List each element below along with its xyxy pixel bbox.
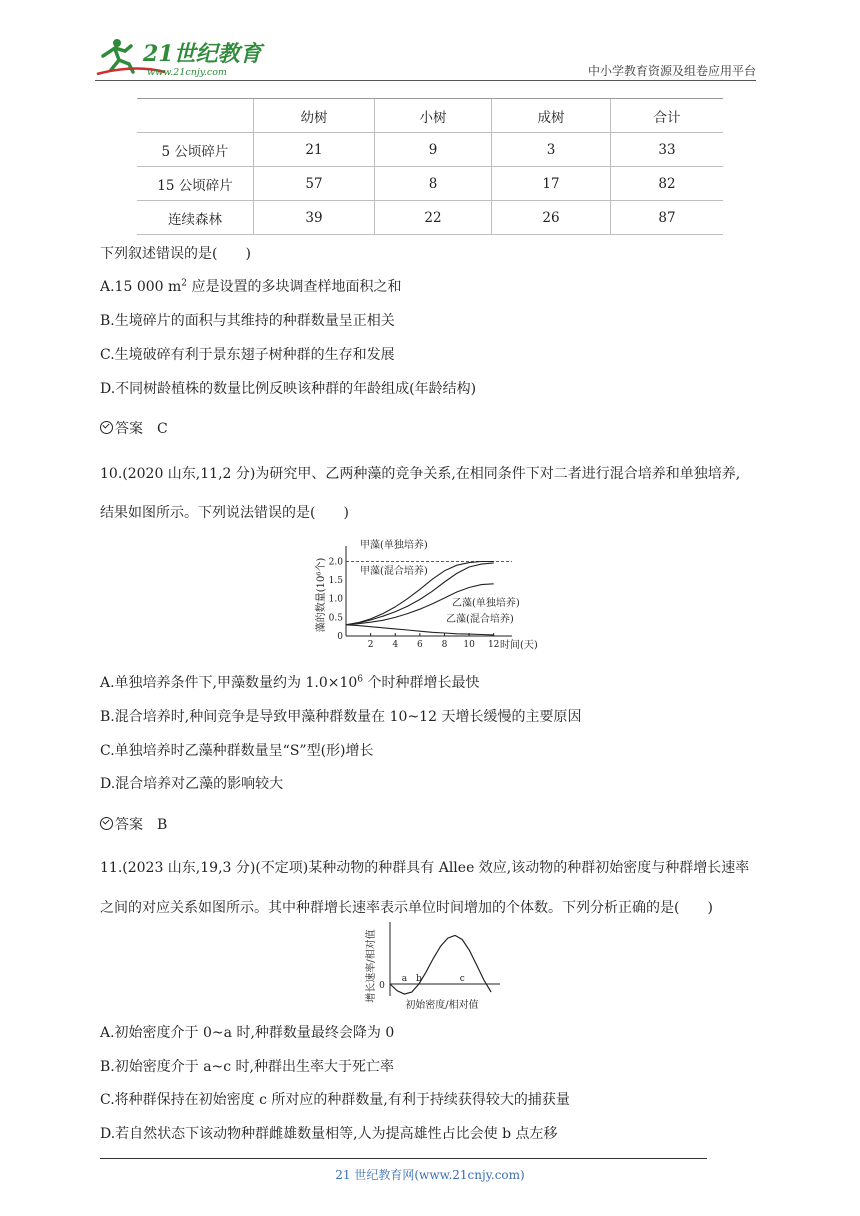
series-label: 甲藻(混合培养) — [360, 566, 428, 577]
allee-chart — [356, 920, 506, 1012]
y-tick-label: 0 — [337, 632, 343, 642]
growth-curve — [390, 935, 491, 994]
q9-option-d: D.不同树龄植株的数量比例反映该种群的年龄组成(年龄结构) — [100, 381, 477, 397]
q9-answer — [100, 418, 168, 438]
header-platform-text: 中小学教育资源及组卷应用平台 — [587, 64, 756, 78]
q11-option-c: C.将种群保持在初始密度 c 所对应的种群数量,有利于持续获得较大的捕获量 — [100, 1092, 570, 1108]
table-cell: 9 — [375, 133, 492, 167]
q10-answer — [100, 814, 167, 834]
table-cell: 22 — [375, 201, 492, 235]
table-cell: 39 — [254, 201, 375, 235]
x-tick-label: 8 — [441, 640, 448, 650]
table-cell: 8 — [375, 167, 492, 201]
x-axis-label: 时间(天) — [500, 640, 538, 651]
q10-stem-line2: 结果如图所示。下列说法错误的是( ) — [100, 505, 349, 521]
table-cell: 5 公顷碎片 — [137, 133, 254, 167]
answer-label: 答案 — [115, 421, 143, 437]
x-tick-label: 4 — [392, 640, 399, 650]
table-cell: 33 — [611, 133, 724, 167]
series-label: 乙藻(单独培养) — [452, 598, 520, 609]
table-cell: 26 — [492, 201, 611, 235]
q11-stem-line1: 11.(2023 山东,19,3 分)(不定项)某种动物的种群具有 Allee 效应,该动物的种群初始密度与种群增长速率 — [100, 860, 750, 876]
q9-option-a-text-post: 应是设置的多块调查样地面积之和 — [187, 279, 402, 295]
algae-chart — [312, 536, 542, 660]
table-cell: 57 — [254, 167, 375, 201]
q9-stem: 下列叙述错误的是( ) — [100, 246, 251, 262]
table-row — [137, 133, 723, 167]
q10-option-a-text-post: 个时种群增长最快 — [363, 675, 480, 691]
series-label: 甲藻(单独培养) — [360, 540, 428, 551]
point-label: b — [416, 974, 422, 984]
q10-stem-line1: 10.(2020 山东,11,2 分)为研究甲、乙两种藻的竞争关系,在相同条件下对二者进行混合培养和单独培养, — [100, 466, 741, 482]
q10-option-d: D.混合培养对乙藻的影响较大 — [100, 776, 284, 792]
q9-option-a-text: A.15 000 m — [100, 279, 182, 295]
point-label: a — [401, 974, 408, 984]
q10-option-a — [100, 672, 479, 692]
x-tick-label: 12 — [487, 640, 500, 650]
table-header-cell: 合计 — [611, 99, 724, 133]
footer-divider — [100, 1158, 707, 1159]
site-logo — [95, 34, 270, 82]
point-label: c — [459, 974, 465, 984]
table-header-row — [137, 99, 723, 133]
q11-option-b: B.初始密度介于 a~c 时,种群出生率大于死亡率 — [100, 1059, 395, 1075]
x-tick-label: 10 — [463, 640, 475, 650]
table-cell: 17 — [492, 167, 611, 201]
logo-text: 21世纪教育 — [143, 41, 262, 67]
y-tick-label: 2.0 — [328, 557, 343, 568]
x-tick-label: 6 — [416, 640, 423, 650]
table-row — [137, 167, 723, 201]
x-axis-label: 初始密度/相对值 — [405, 1000, 479, 1011]
table-cell: 15 公顷碎片 — [137, 167, 254, 201]
check-circle-icon — [100, 421, 113, 434]
q9-option-a — [100, 276, 401, 296]
y-axis-label: 藻的数量(10⁶个) — [316, 557, 327, 633]
q9-option-b: B.生境碎片的面积与其维持的种群数量呈正相关 — [100, 313, 395, 329]
logo-url: www.21cnjy.com — [147, 67, 227, 78]
table-header-cell: 小树 — [375, 99, 492, 133]
table-cell: 82 — [611, 167, 724, 201]
header-divider — [95, 80, 756, 81]
q10-option-b: B.混合培养时,种间竞争是导致甲藻种群数量在 10~12 天增长缓慢的主要原因 — [100, 709, 582, 725]
answer-label: 答案 — [115, 817, 143, 833]
check-circle-icon — [100, 817, 113, 830]
table-header-cell: 成树 — [492, 99, 611, 133]
q10-option-c: C.单独培养时乙藻种群数量呈“S”型(形)增长 — [100, 743, 374, 759]
table-row — [137, 201, 723, 235]
series-label: 乙藻(混合培养) — [446, 614, 514, 625]
data-table — [137, 98, 723, 235]
origin-label: 0 — [379, 981, 385, 991]
table-cell: 连续森林 — [137, 201, 254, 235]
table-header-cell: 幼树 — [254, 99, 375, 133]
y-axis-label: 增长速率/相对值 — [366, 929, 377, 1003]
q11-option-d: D.若自然状态下该动物种群雌雄数量相等,人为提高雄性占比会使 b 点左移 — [100, 1126, 558, 1142]
q9-option-c: C.生境破碎有利于景东翅子树种群的生存和发展 — [100, 347, 395, 363]
answer-value: B — [157, 817, 168, 833]
y-tick-label: 1.5 — [328, 576, 343, 587]
y-tick-label: 1.0 — [328, 594, 343, 605]
q10-option-a-text: A.单独培养条件下,甲藻数量约为 1.0×10 — [100, 675, 358, 691]
q9-option-a-sup: 2 — [181, 278, 188, 289]
table-cell: 87 — [611, 201, 724, 235]
q10-option-a-sup: 6 — [357, 674, 364, 685]
table-cell: 21 — [254, 133, 375, 167]
footer-text: 21 世纪教育网(www.21cnjy.com) — [335, 1168, 525, 1182]
q11-option-a: A.初始密度介于 0~a 时,种群数量最终会降为 0 — [100, 1025, 395, 1041]
table-cell — [137, 99, 254, 133]
x-tick-label: 2 — [367, 640, 374, 650]
answer-value: C — [157, 421, 168, 437]
y-tick-label: 0.5 — [328, 613, 343, 624]
q11-stem-line2: 之间的对应关系如图所示。其中种群增长速率表示单位时间增加的个体数。下列分析正确的是( ) — [100, 900, 713, 916]
table-cell: 3 — [492, 133, 611, 167]
